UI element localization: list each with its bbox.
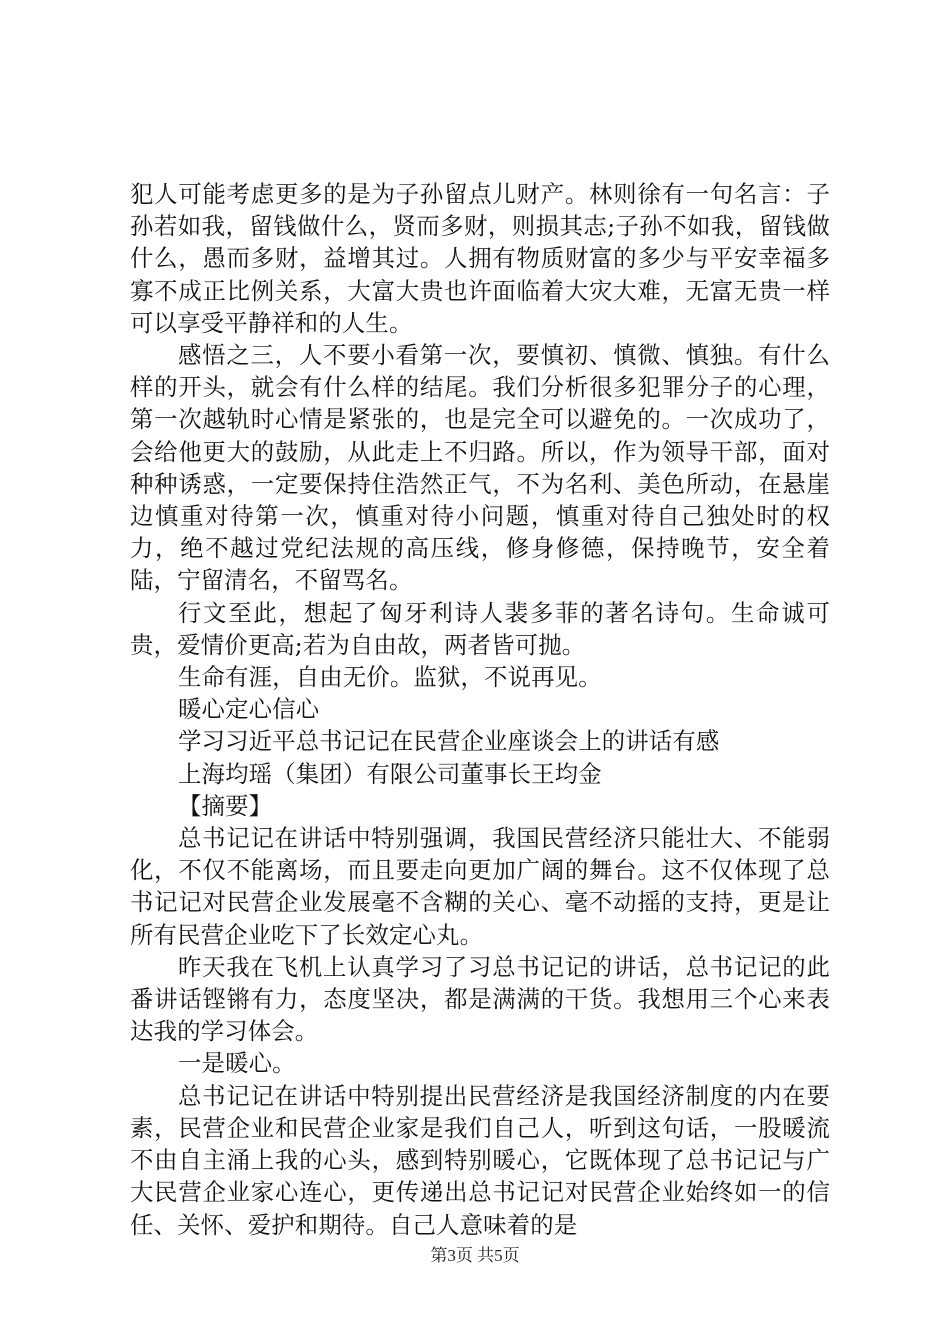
article-subtitle: 学习习近平总书记记在民营企业座谈会上的讲话有感 [178, 727, 720, 756]
paragraph-intro: 昨天我在飞机上认真学习了习总书记记的讲话，总书记记的此番讲话铿锵有力，态度坚决，都是满满的干货。我想用三个心来表达我的学习体会。 [130, 952, 830, 1046]
section-heading-warm-heart: 一是暖心。 [178, 1049, 296, 1078]
article-title: 暖心定心信心 [178, 695, 320, 724]
paragraph-continuation: 犯人可能考虑更多的是为子孙留点儿财产。林则徐有一句名言：子孙若如我，留钱做什么，贤而多财，则损其志;子孙不如我，留钱做什么，愚而多财，益增其过。人拥有物质财富的多少与平安幸福多寡不成正比例关系，大富大贵也许面临着大灾大难，无富无贵一样可以享受平静祥和的人生。 [130, 180, 830, 337]
article-author: 上海均瑶（集团）有限公司董事长王均金 [178, 759, 602, 788]
paragraph-warm-heart: 总书记记在讲话中特别提出民营经济是我国经济制度的内在要素，民营企业和民营企业家是我们自己人，听到这句话，一股暖流不由自主涌上我的心头，感到特别暖心，它既体现了总书记记与广大民营企业家心连心，更传递出总书记记对民营企业始终如一的信任、关怀、爱护和期待。自己人意味着的是 [130, 1081, 830, 1239]
abstract-heading: 【摘要】 [178, 791, 273, 820]
paragraph-insight-three: 感悟之三，人不要小看第一次，要慎初、慎微、慎独。有什么样的开头，就会有什么样的结尾。我们分析很多犯罪分子的心理，第一次越轨时心情是紧张的，也是完全可以避免的。一次成功了，会给他更大的鼓励，从此走上不归路。所以，作为领导干部，面对种种诱惑，一定要保持住浩然正气，不为名利、美色所动，在悬崖边慎重对待第一次，慎重对待小问题，慎重对待自己独处时的权力，绝不越过党纪法规的高压线，修身修德，保持晚节，安全着陆，宁留清名，不留骂名。 [130, 341, 830, 595]
paragraph-poem: 行文至此，想起了匈牙利诗人裴多菲的著名诗句。生命诚可贵，爱情价更高;若为自由故，两者皆可抛。 [130, 598, 830, 659]
paragraph-closing: 生命有涯，自由无价。监狱，不说再见。 [178, 663, 602, 692]
body-text [130, 178, 830, 1241]
page-footer: 第3页 共5页 [430, 1246, 520, 1265]
paragraph-abstract: 总书记记在讲话中特别强调，我国民营经济只能壮大、不能弱化，不仅不能离场，而且要走向更加广阔的舞台。这不仅体现了总书记记对民营企业发展毫不含糊的关心、毫不动摇的支持，更是让所有民营企业吃下了长效定心丸。 [130, 824, 830, 949]
